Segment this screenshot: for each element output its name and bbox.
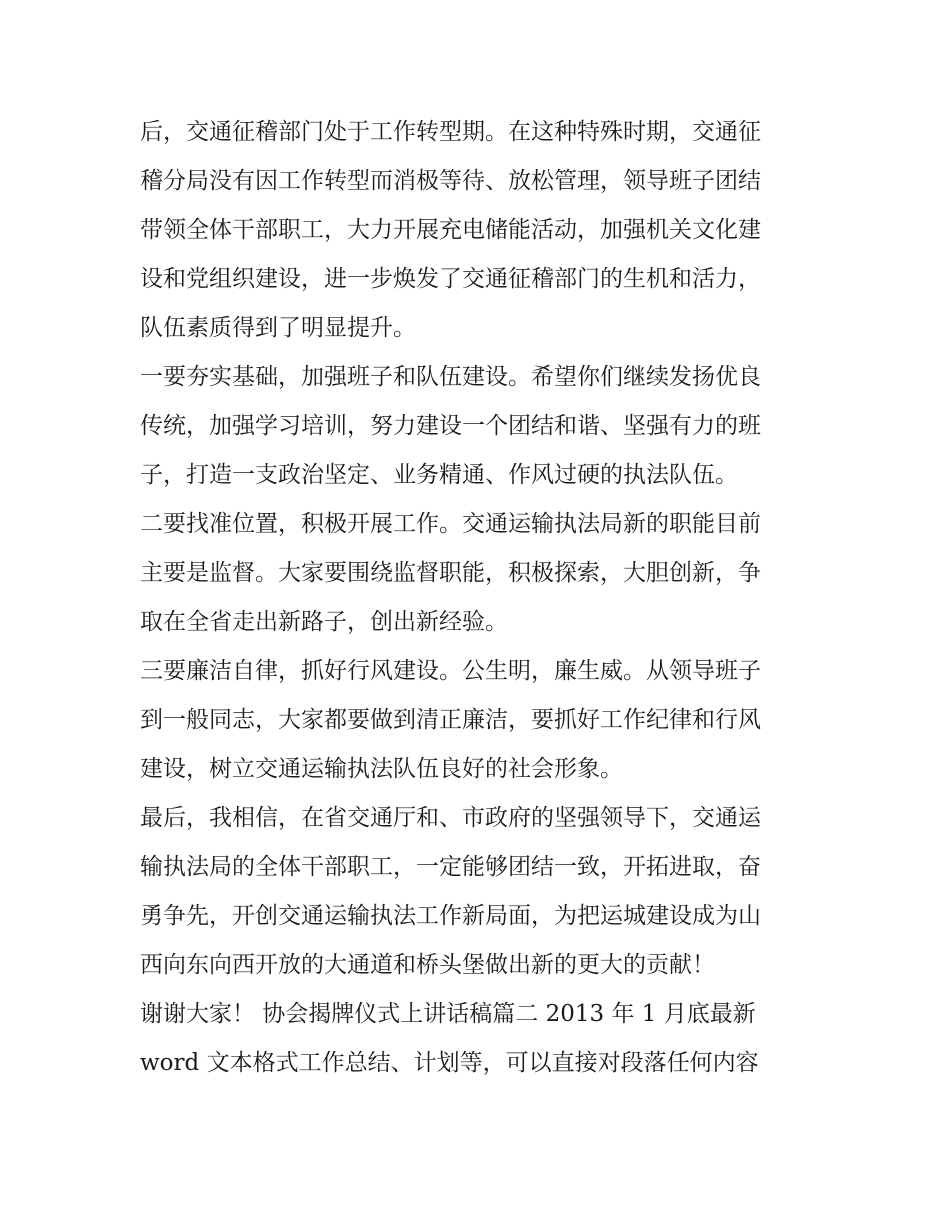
text-line: word 文本格式工作总结、计划等，可以直接对段落任何内容	[140, 1050, 759, 1076]
text-line: 西向东向西开放的大通道和桥头堡做出新的更大的贡献！	[140, 952, 715, 978]
text-line: 稽分局没有因工作转型而消极等待、放松管理，领导班子团结	[140, 168, 761, 194]
text-line: 建设，树立交通运输执法队伍良好的社会形象。	[140, 756, 623, 782]
text-line: 最后，我相信，在省交通厅和、市政府的坚强领导下，交通运	[140, 805, 761, 831]
text-line: 到一般同志，大家都要做到清正廉洁，要抓好工作纪律和行风	[140, 707, 761, 733]
text-line: 队伍素质得到了明显提升。	[140, 315, 416, 341]
text-line: 一要夯实基础，加强班子和队伍建设。希望你们继续发扬优良	[140, 364, 761, 390]
text-line: 取在全省走出新路子，创出新经验。	[140, 609, 508, 635]
text-line: 子，打造一支政治坚定、业务精通、作风过硬的执法队伍。	[140, 462, 738, 488]
text-line: 勇争先，开创交通运输执法工作新局面，为把运城建设成为山	[140, 903, 761, 929]
text-line: 二要找准位置，积极开展工作。交通运输执法局新的职能目前	[140, 511, 761, 537]
text-line: 带领全体干部职工，大力开展充电储能活动，加强机关文化建	[140, 217, 761, 243]
text-line: 设和党组织建设，进一步焕发了交通征稽部门的生机和活力，	[140, 266, 761, 292]
text-line: 后，交通征稽部门处于工作转型期。在这种特殊时期，交通征	[140, 119, 761, 145]
document-body	[140, 108, 820, 1088]
text-line: 三要廉洁自律，抓好行风建设。公生明，廉生威。从领导班子	[140, 658, 761, 684]
text-line: 谢谢大家！ 协会揭牌仪式上讲话稿篇二 2013 年 1 月底最新	[140, 1001, 756, 1027]
text-line: 输执法局的全体干部职工，一定能够团结一致，开拓进取，奋	[140, 854, 761, 880]
text-line: 传统，加强学习培训，努力建设一个团结和谐、坚强有力的班	[140, 413, 761, 439]
text-line: 主要是监督。大家要围绕监督职能，积极探索，大胆创新，争	[140, 560, 761, 586]
